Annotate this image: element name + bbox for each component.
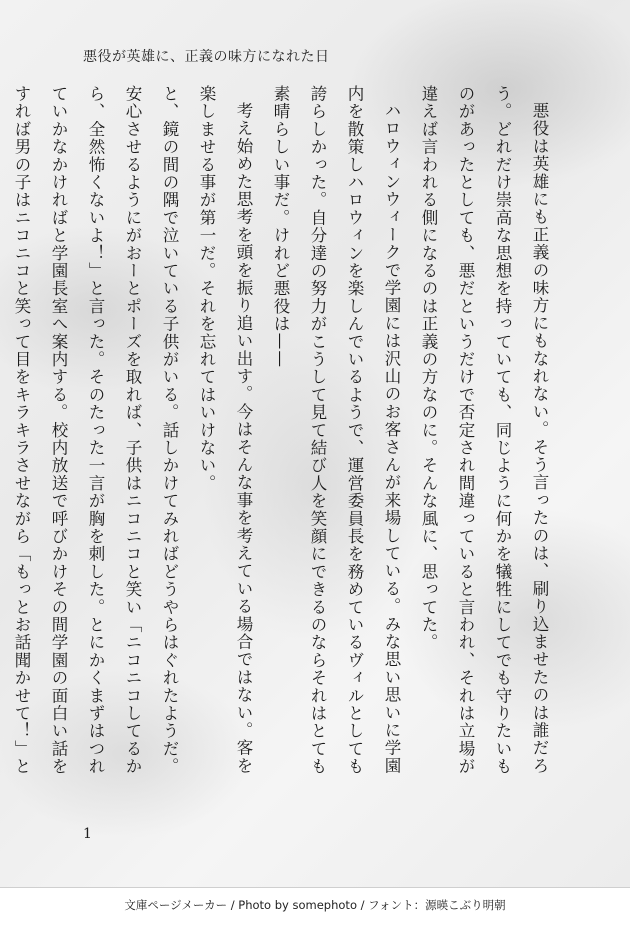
paragraph: と、鏡の間の隅で泣いている子供がいる。話しかけてみればどうやらはぐれたようだ。安心させるようにがおーとポーズを取れば、子供はニコニコと笑い「ニコニコしてるから、全然怖くないよ！」と言った。そのたった一言が胸を刺した。とにかくまずはつれていかなかければと学園長室へ案内する。校内放送で呼びかけその間学園の面白い話をすれば男の子はニコニコと笑って目をキラキラさせながら「もっとお話聞かせて！」と <box>12 85 179 776</box>
credit-line: 文庫ページメーカー / Photo by somephoto / フォント：源暎こぶり明朝 <box>124 898 506 912</box>
paragraph: 考え始めた思考を頭を振り追い出す。今はそんな事を考えている場合ではない。客を楽しませる事が第一だ。それを忘れてはいけない。 <box>197 85 253 775</box>
paragraph: ハロウィンウィークで学園には沢山のお客さんが来場している。みな思い思いに学園内を散策しハロウィンを楽しんでいるようで、運営委員長を務めているヴィルとしても誇らしかった。自分達の努力がこうして見て結び人を笑顔にできるのならそれはとても素晴らしい事だ。けれど悪役は—— <box>271 85 401 776</box>
running-head: 悪役が英雄に、正義の味方になれた日 <box>83 49 330 65</box>
paragraph: 悪役は英雄にも正義の味方にもなれない。そう言ったのは、刷り込ませたのは誰だろう。どれだけ崇高な思想を持っていても、同じように何かを犠牲にしてでも守りたいものがあったとしても、悪だというだけで否定され間違っていると言われ、それは立場が違えば言われる側になるのは正義の方なのに。そんな風に、思ってた。 <box>419 85 549 776</box>
body-text <box>12 85 558 790</box>
page-number: 1 <box>83 826 92 842</box>
